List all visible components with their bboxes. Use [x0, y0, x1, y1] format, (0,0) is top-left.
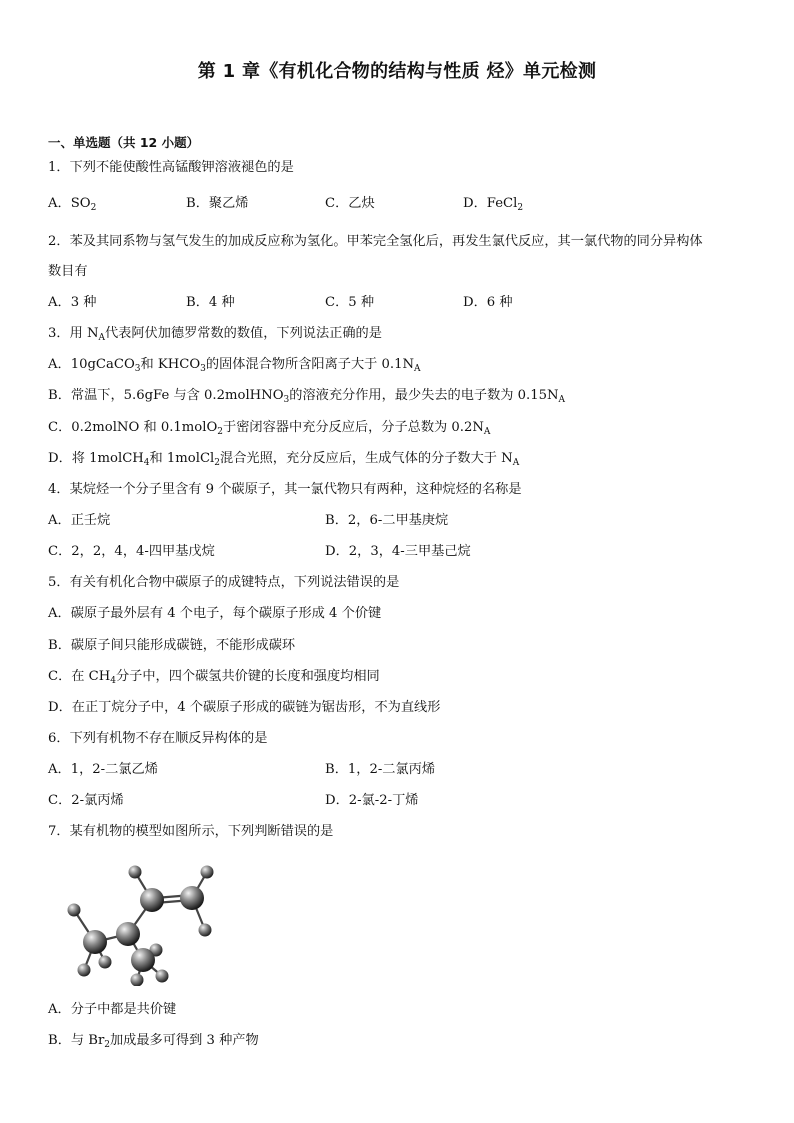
question-6-option-b: B．1，2-二氯丙烯	[325, 762, 436, 777]
question-7-option-a: A．分子中都是共价键	[48, 1002, 177, 1017]
question-5-stem: 5．有关有机化合物中碳原子的成键特点，下列说法错误的是	[48, 575, 400, 590]
question-2-stem-line1: 2．苯及其同系物与氢气发生的加成反应称为氢化。甲苯完全氢化后，再发生氯代反应，其一氯代物的同分异构体	[48, 234, 703, 249]
question-5-option-b: B．碳原子间只能形成碳链，不能形成碳环	[48, 638, 296, 653]
page-title: 第 1 章《有机化合物的结构与性质 烃》单元检测	[197, 61, 597, 82]
question-1-option-d: D．FeCl$_2$	[463, 196, 524, 213]
question-2-option-c: C．5 种	[325, 295, 375, 310]
question-4-option-d: D．2，3，4-三甲基己烷	[325, 544, 471, 559]
question-2-stem-line2: 数目有	[48, 264, 88, 279]
question-5-option-d: D．在正丁烷分子中，4 个碳原子形成的碳链为锯齿形，不为直线形	[48, 700, 441, 715]
question-3-option-b: B．常温下，5.6gFe 与含 0.2molHNO$_3$的溶液充分作用，最少失去的电子数为 $0.15N_A$	[48, 388, 566, 405]
question-4-stem: 4．某烷烃一个分子里含有 9 个碳原子，其一氯代物只有两种，这种烷烃的名称是	[48, 482, 522, 497]
question-1-option-c: C．乙炔	[325, 196, 375, 211]
question-3-option-a: A．10gCaCO$_3$和 $KHCO_3$的固体混合物所含阳离子大于 $0.1N_A$	[48, 357, 421, 374]
question-6-option-d: D．2-氯-2-丁烯	[325, 793, 419, 808]
question-6-option-a: A．1，2-二氯乙烯	[48, 762, 158, 777]
question-2-option-d: D．6 种	[463, 295, 513, 310]
question-7-option-b: B．与 $Br_2$加成最多可得到 3 种产物	[48, 1033, 259, 1050]
question-1-stem: 1．下列不能使酸性高锰酸钾溶液褪色的是	[48, 160, 294, 175]
question-3-option-d: D．将 1molCH$_4$和 1molCl$_2$混合光照，充分反应后，生成气体的分子数大于 $N_A$	[48, 451, 520, 468]
question-2-option-a: A．3 种	[48, 295, 97, 310]
question-4-option-b: B．2，6-二甲基庚烷	[325, 513, 449, 528]
question-7-stem: 7．某有机物的模型如图所示，下列判断错误的是	[48, 824, 334, 839]
question-2-option-b: B．4 种	[186, 295, 235, 310]
question-6-option-c: C．2-氯丙烯	[48, 793, 124, 808]
question-4-option-a: A．正壬烷	[48, 513, 111, 528]
question-4-option-c: C．2，2，4，4-四甲基戊烷	[48, 544, 215, 559]
question-3-option-c: C．0.2molNO 和 0.1molO$_2$于密闭容器中充分反应后，分子总数为 $0.2N_A$	[48, 420, 491, 437]
section-heading: 一、单选题（共 12 小题）	[48, 135, 200, 150]
molecule-model-figure	[60, 858, 230, 986]
question-5-option-c: C．在 $CH_4$分子中，四个碳氢共价键的长度和强度均相同	[48, 669, 380, 686]
question-1-option-a: A．$SO_2$	[48, 196, 97, 213]
question-3-stem: 3．用 $N_A$代表阿伏加德罗常数的数值，下列说法正确的是	[48, 326, 382, 343]
question-1-option-b: B．聚乙烯	[186, 196, 249, 211]
question-5-option-a: A．碳原子最外层有 4 个电子，每个碳原子形成 4 个价键	[48, 606, 382, 621]
question-6-stem: 6．下列有机物不存在顺反异构体的是	[48, 731, 268, 746]
